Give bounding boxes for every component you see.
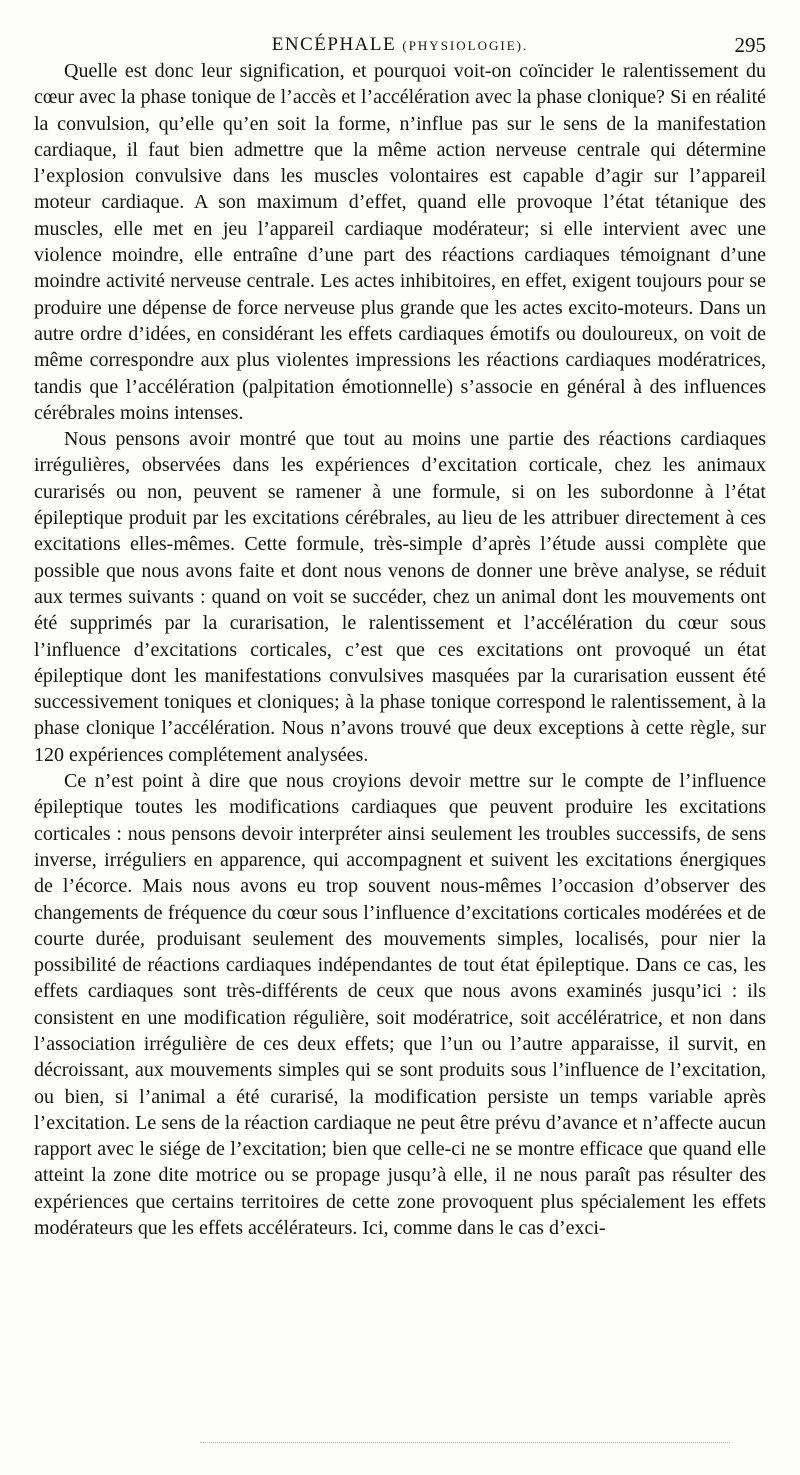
running-header [34,32,766,58]
paragraph: Nous pensons avoir montré que tout au moins une partie des réactions cardiaques irrégulières, observées dans les expériences d’excitation corticale, chez les animaux curarisés ou non, peuvent se ramener à une formule, si on les subordonne à l’état épileptique produit par les excitations cérébrales, au lieu de les attribuer directement à ces excitations elles-mêmes. Cette formule, très-simple d’après l’étude aussi complète que possible que nous avons faite et dont nous venons de donner une brève analyse, se réduit aux termes suivants : quand on voit se succéder, chez un animal dont les mouvements ont été supprimés par la curarisation, le ralentissement et l’accélération du cœur sous l’influence d’excitations corticales, c’est que ces excitations ont provoqué un état épileptique dont les manifestations convulsives masquées par la curarisation eussent été successivement toniques et cloniques; à la phase tonique correspond le ralentissement, à la phase clonique l’accélération. Nous n’avons trouvé que deux exceptions à cette règle, sur 120 expériences complétement analysées. [34,428,766,766]
body-text [34,58,766,1241]
running-title [34,32,766,59]
page-number: 295 [734,33,766,57]
running-title-main: ENCÉPHALE [271,34,397,55]
paragraph: Quelle est donc leur signification, et pourquoi voit-on coïncider le ralentissement du cœur avec la phase tonique de l’accès et l’accélération avec la phase clonique? Si en réalité la convulsion, qu’elle qu’en soit la forme, n’influe pas sur le sens de la manifestation cardiaque, il faut bien admettre que la même action nerveuse centrale qui détermine l’explosion convulsive dans les muscles volontaires est capable d’agir sur l’appareil moteur cardiaque. A son maximum d’effet, quand elle provoque l’état tétanique des muscles, elle met en jeu l’appareil cardiaque modérateur; si elle intervient avec une violence moindre, elle entraîne d’une part des réactions cardiaques témoignant d’une moindre activité nerveuse centrale. Les actes inhibitoires, en effet, exigent toujours pour se produire une dépense de force nerveuse plus grande que les actes excito-moteurs. Dans un autre ordre d’idées, en considérant les effets cardiaques émotifs ou douloureux, on voit de même correspondre aux plus violentes impressions les réactions cardiaques modératrices, tandis que l’accélération (palpitation émotionnelle) s’associe en général à des influences cérébrales moins intenses. [34,60,766,424]
running-title-sub: (PHYSIOLOGIE). [402,38,529,53]
footer-rule [200,1442,730,1443]
paragraph: Ce n’est point à dire que nous croyions devoir mettre sur le compte de l’influence épileptique toutes les modifications cardiaques que peuvent produire les excitations corticales : nous pensons devoir interpréter ainsi seulement les troubles successifs, de sens inverse, irréguliers en apparence, qui accompagnent et suivent les excitations énergiques de l’écorce. Mais nous avons eu trop souvent nous-mêmes l’occasion d’observer des changements de fréquence du cœur sous l’influence d’excitations corticales modérées et de courte durée, produisant seulement des mouvements simples, localisés, pour nier la possibilité de réactions cardiaques indépendantes de tout état épileptique. Dans ce cas, les effets cardiaques sont très-différents de ceux que nous avons examinés jusqu’ici : ils consistent en une modification régulière, soit modératrice, soit accélératrice, et non dans l’association irrégulière de ces deux effets; que l’un ou l’autre apparaisse, il survit, en décroissant, aux mouvements simples qui se sont produits sous l’influence de l’excitation, ou bien, si l’animal a été curarisé, la modification persiste un temps variable après l’excitation. Le sens de la réaction cardiaque ne peut être prévu d’avance et n’affecte aucun rapport avec le siége de l’excitation; bien que celle-ci ne se montre efficace que quand elle atteint la zone dite motrice ou se propage jusqu’à elle, il ne nous paraît pas résulter des expériences que certains territoires de cette zone provoquent plus spécialement les effets modérateurs que les effets accélérateurs. Ici, comme dans le cas d’exci- [34,770,766,1240]
